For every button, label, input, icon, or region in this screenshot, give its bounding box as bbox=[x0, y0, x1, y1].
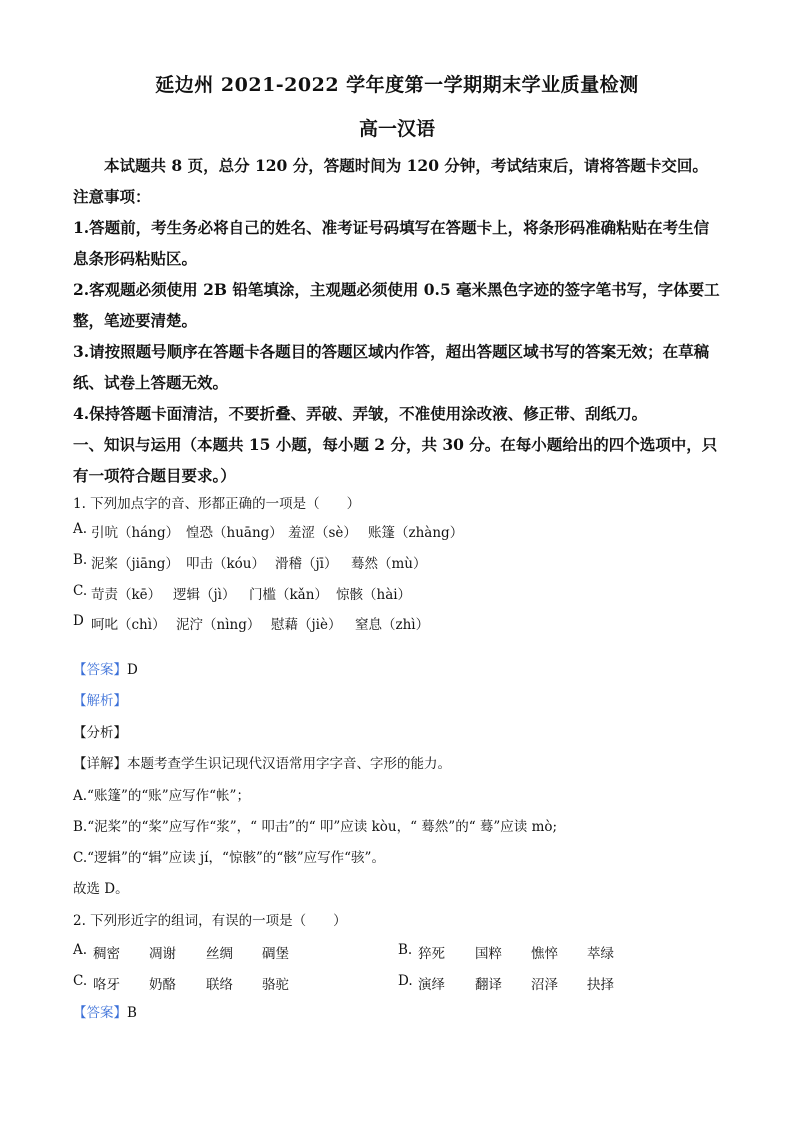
option-item: 碉堡 bbox=[262, 946, 289, 962]
option-item: 蓦然（mù） bbox=[351, 556, 427, 572]
answer-value: D bbox=[127, 662, 138, 678]
option-label: B. bbox=[73, 552, 88, 568]
option-label: C. bbox=[73, 583, 88, 599]
option-item: 凋谢 bbox=[149, 946, 176, 962]
note-item: 3.请按照题号顺序在答题卡各题目的答题区域内作答，超出答题区域书写的答案无效；在草稿纸、试卷上答题无效。 bbox=[73, 342, 710, 392]
q1-analysis-head: 【分析】 bbox=[73, 725, 127, 741]
option-item: 骆驼 bbox=[262, 977, 289, 993]
option-item: 憔悴 bbox=[531, 946, 558, 962]
option-item: 引吭（háng） bbox=[91, 525, 180, 541]
option-item: 慰藉（jiè） bbox=[271, 617, 342, 633]
option-item: 惶恐（huāng） bbox=[186, 525, 283, 541]
option-item: 萃绿 bbox=[587, 946, 614, 962]
q1-detail-line: B.“泥桨”的“桨”应写作“浆”，“ 叩击”的“ 叩”应读 kòu，“ 蓦然”的“ 蓦”应读 mò; bbox=[73, 819, 558, 835]
option-label: A. bbox=[73, 942, 88, 958]
q1-answer bbox=[73, 660, 138, 680]
q2-answer bbox=[73, 1003, 137, 1023]
option-item: 叩击（kóu） bbox=[186, 556, 266, 572]
q1-detail-line: C.“逻辑”的“辑”应读 jí，“惊骸”的“骸”应写作“骇”。 bbox=[73, 850, 385, 866]
option-label: B. bbox=[398, 942, 413, 958]
note-item: 4.保持答题卡面清洁，不要折叠、弄破、弄皱，不准使用涂改液、修正带、刮纸刀。 bbox=[73, 404, 648, 423]
option-item: 泥泞（nìng） bbox=[176, 617, 261, 633]
option-item: 泥桨（jiāng） bbox=[91, 556, 179, 572]
note-item: 2.客观题必须使用 2B 铅笔填涂，主观题必须使用 0.5 毫米黑色字迹的签字笔书写，字体要工整，笔迹要清楚。 bbox=[73, 280, 720, 330]
option-label: A. bbox=[73, 521, 88, 537]
detail-text: 本题考查学生识记现代汉语常用字字音、字形的能力。 bbox=[127, 756, 451, 772]
section-heading: 一、知识与运用（本题共 15 小题，每小题 2 分，共 30 分。在每小题给出的四个选项中，只有一项符合题目要求。） bbox=[73, 435, 718, 485]
option-item: 账篷（zhàng） bbox=[368, 525, 464, 541]
question-2-stem: 2. 下列形近字的组词，有误的一项是（ ） bbox=[73, 913, 347, 929]
detail-tag: 【详解】 bbox=[73, 756, 127, 772]
option-item: 沼泽 bbox=[531, 977, 558, 993]
option-item: 国粹 bbox=[475, 946, 502, 962]
option-item: 滑稽（jī） bbox=[275, 556, 338, 572]
q1-detail-line: A.“账篷”的“账”应写作“帐”； bbox=[73, 788, 250, 804]
option-item: 奶酪 bbox=[149, 977, 176, 993]
option-item: 门槛（kǎn） bbox=[249, 587, 328, 603]
option-label: D. bbox=[398, 973, 413, 989]
option-item: 稠密 bbox=[93, 946, 120, 962]
page-subtitle: 高一汉语 bbox=[358, 118, 435, 140]
option-item: 苛责（kē） bbox=[91, 587, 162, 603]
option-item: 逻辑（jì） bbox=[173, 587, 236, 603]
q1-analysis-tag: 【解析】 bbox=[73, 693, 127, 709]
page-title: 延边州 2021-2022 学年度第一学期期末学业质量检测 bbox=[155, 74, 639, 96]
note-item: 1.答题前，考生务必将自己的姓名、准考证号码填写在答题卡上，将条形码准确粘贴在考生信息条形码粘贴区。 bbox=[73, 218, 710, 268]
answer-tag: 【答案】 bbox=[73, 1005, 127, 1021]
option-label: D bbox=[73, 613, 84, 629]
q1-conclusion: 故选 D。 bbox=[73, 881, 129, 897]
answer-value: B bbox=[127, 1005, 137, 1021]
q1-detail bbox=[73, 754, 451, 774]
option-item: 咯牙 bbox=[93, 977, 120, 993]
option-label: C. bbox=[73, 973, 88, 989]
option-item: 窒息（zhì） bbox=[355, 617, 430, 633]
option-item: 羞涩（sè） bbox=[288, 525, 357, 541]
notes-heading: 注意事项： bbox=[73, 187, 151, 206]
option-item: 呵叱（chì） bbox=[91, 617, 166, 633]
option-item: 抉择 bbox=[587, 977, 614, 993]
option-item: 猝死 bbox=[418, 946, 445, 962]
answer-tag: 【答案】 bbox=[73, 662, 127, 678]
option-item: 丝绸 bbox=[206, 946, 233, 962]
intro-text: 本试题共 8 页，总分 120 分，答题时间为 120 分钟，考试结束后，请将答题卡交回。 bbox=[104, 156, 708, 175]
question-1-stem: 1. 下列加点字的音、形都正确的一项是（ ） bbox=[73, 496, 361, 512]
option-item: 翻译 bbox=[475, 977, 502, 993]
option-item: 演绎 bbox=[418, 977, 445, 993]
option-item: 惊骸（hài） bbox=[336, 587, 412, 603]
option-item: 联络 bbox=[206, 977, 233, 993]
